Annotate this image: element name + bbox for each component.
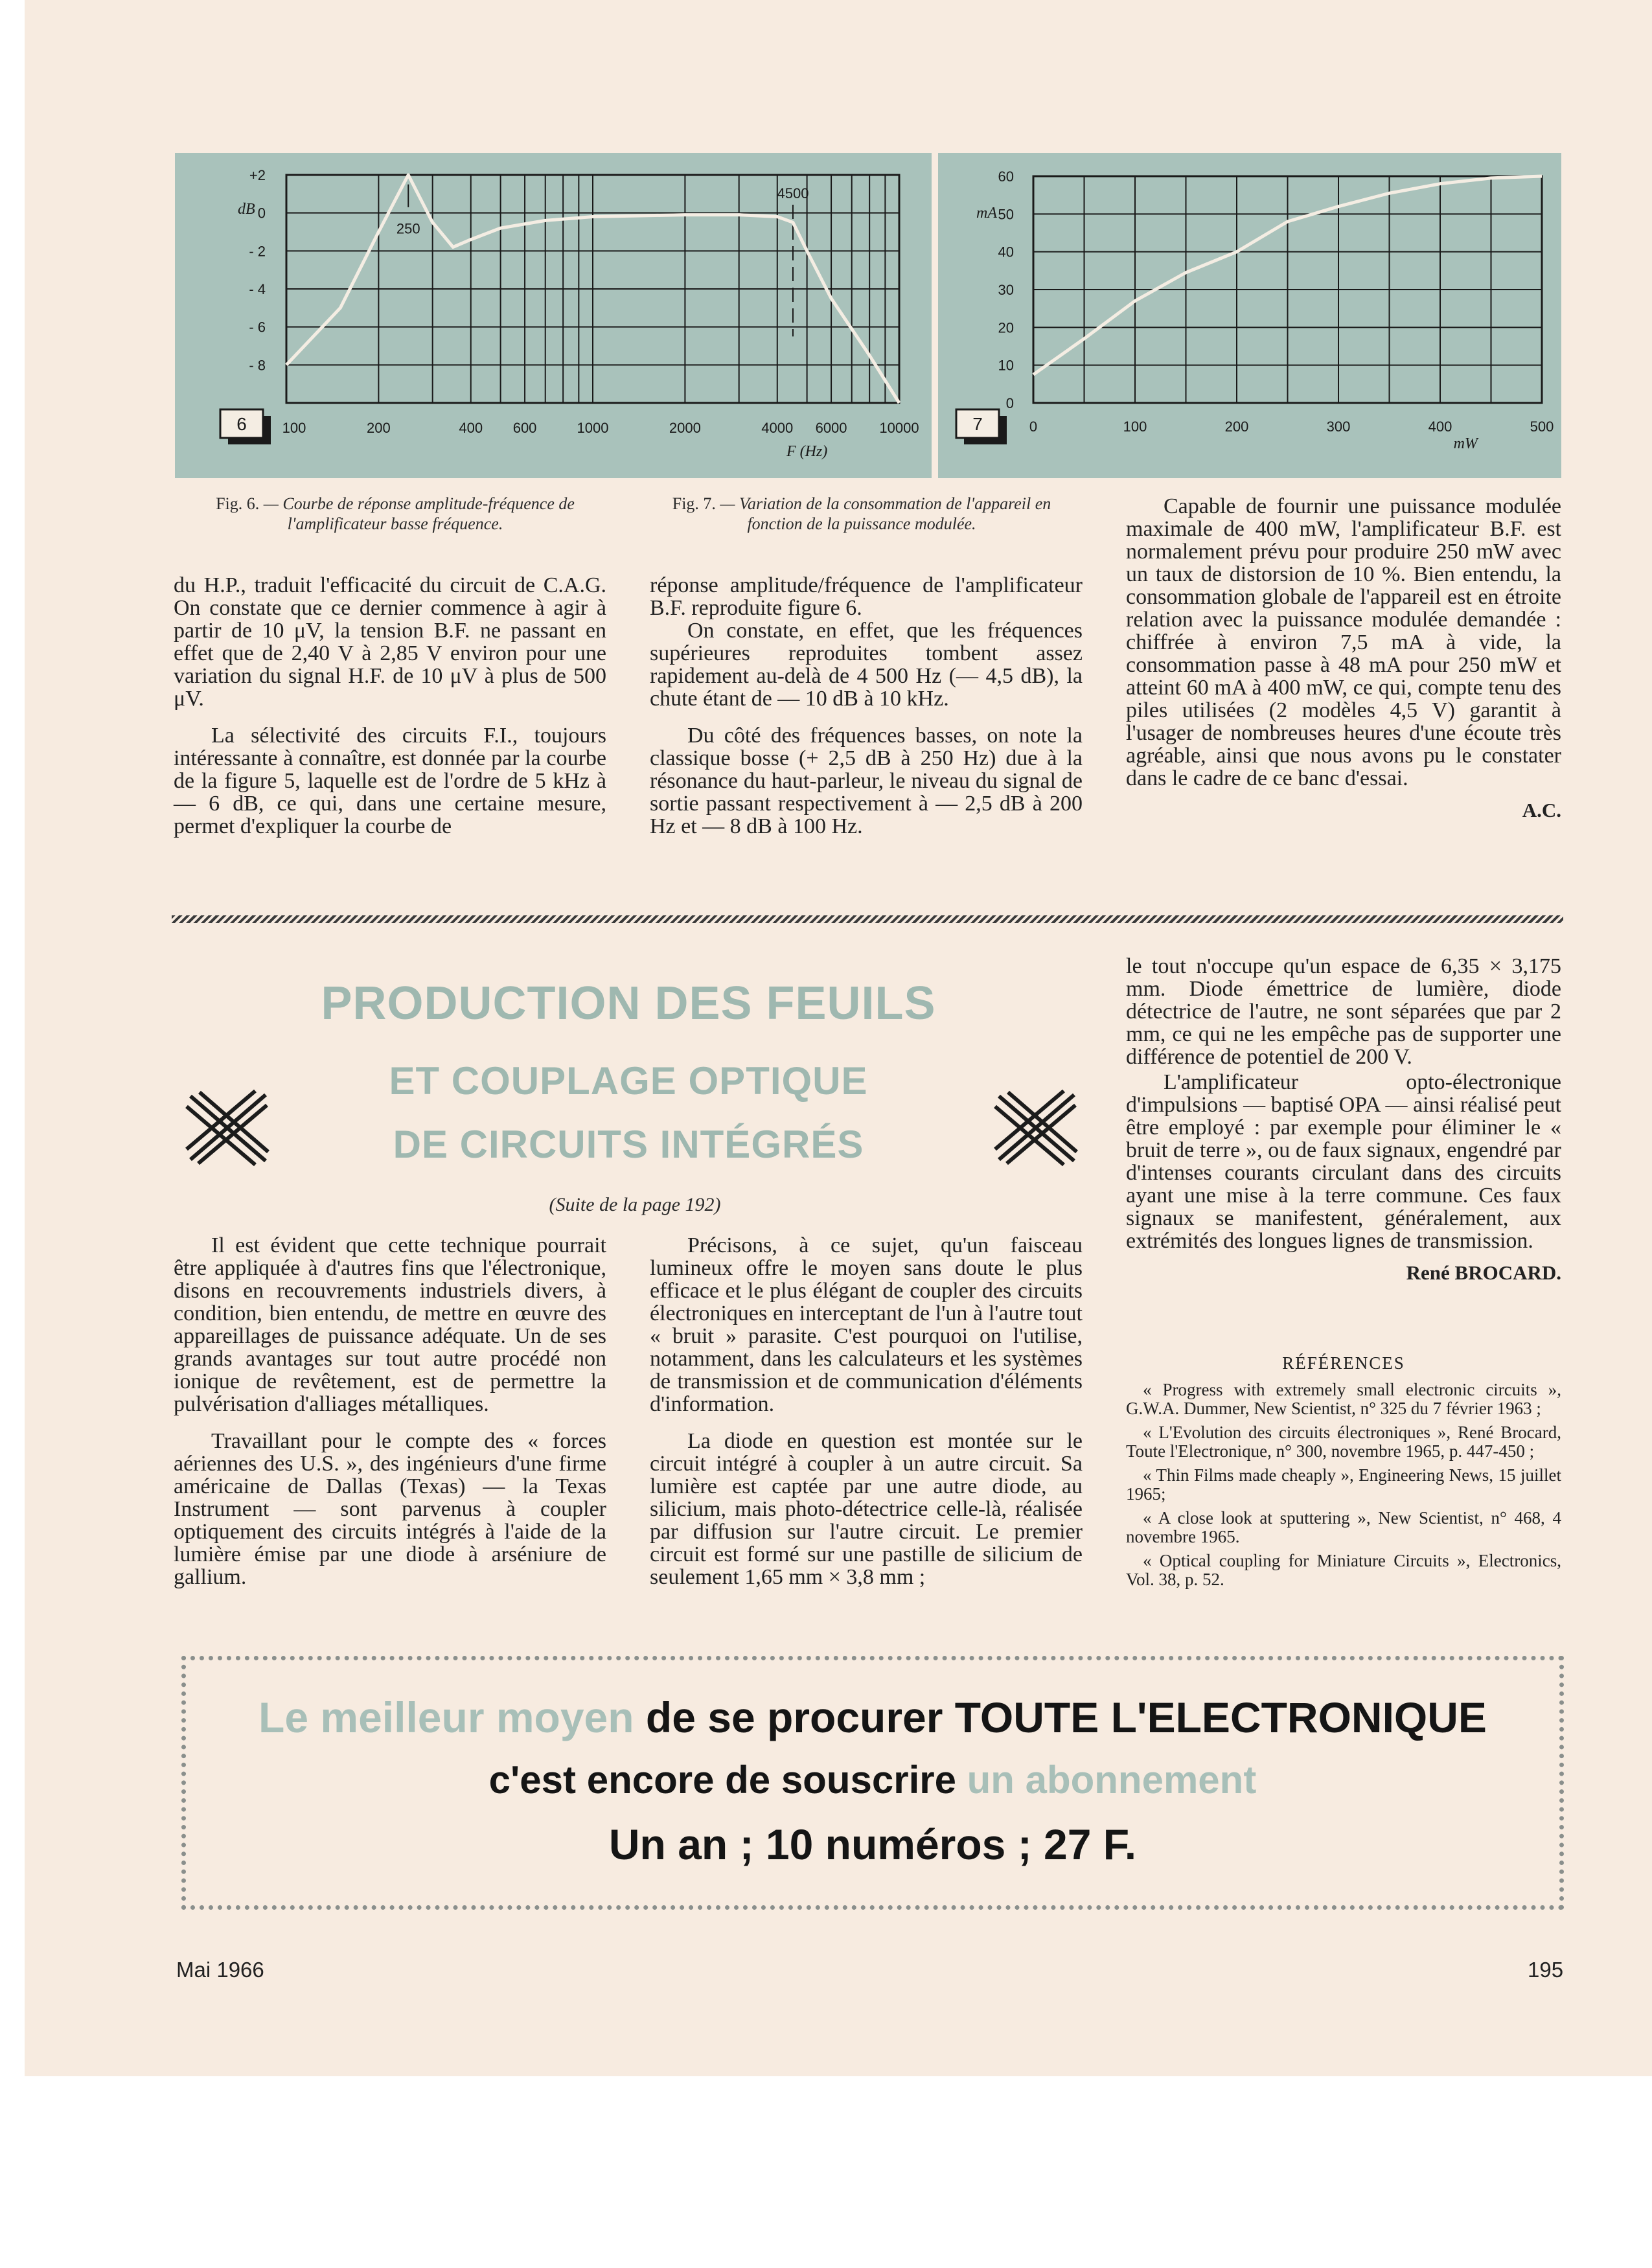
y-tick-label: 60 <box>998 168 1014 185</box>
figure-6-caption <box>188 494 602 534</box>
paragraph: du H.P., traduit l'efficacité du circuit de C.A.G. On constate que ce dernier commence à agir à partir de 10 μV, la tension B.F. ne passant en effet que de 2,40 V à 2,85 V environ pour une variation du signal H.F. de 10 μV à plus de 500 μV. <box>174 573 606 711</box>
ad-line-2-highlight: un abonnement <box>967 1758 1257 1802</box>
figure-7-chart <box>938 153 1561 478</box>
decorative-star-right <box>991 1090 1082 1167</box>
y-tick-label: - 2 <box>249 243 266 260</box>
y-axis-unit: dB <box>238 201 255 218</box>
paragraph: La sélectivité des circuits F.I., toujours intéressante à connaître, est donnée par la courbe de la figure 5, laquelle est de l'ordre de 5 kHz à — 6 dB, ce qui, dans une certaine mesure, permet d'expliquer la courbe de <box>174 724 606 838</box>
figure-6-caption-number: Fig. 6. <box>216 494 260 513</box>
x-tick-label: 4000 <box>761 420 794 436</box>
continuation-note: (Suite de la page 192) <box>549 1194 721 1215</box>
section-divider <box>172 915 1563 923</box>
marker-250-label: 250 <box>396 220 420 237</box>
y-tick-label: 0 <box>1005 395 1014 411</box>
reference-item: « Progress with extremely small electronic circuits », G.W.A. Dummer, New Scientist, n° 325 du 7 février 1963 ; <box>1126 1380 1561 1418</box>
figure-6-chart <box>175 153 932 478</box>
figure-7-panel <box>938 153 1561 478</box>
references <box>1126 1354 1561 1594</box>
ad-line-1-highlight: Le meilleur moyen <box>258 1693 634 1741</box>
author-signature: René BROCARD. <box>1406 1261 1561 1284</box>
figure-6-caption-text: — Courbe de réponse amplitude-fréquence de l'amplificateur basse fréquence. <box>263 494 575 533</box>
x-axis-unit: mW <box>1453 435 1478 452</box>
x-tick-label: 300 <box>1326 418 1351 435</box>
x-tick-label: 100 <box>282 420 306 436</box>
reference-item: « Optical coupling for Miniature Circuits », Electronics, Vol. 38, p. 52. <box>1126 1551 1561 1589</box>
paragraph: Capable de fournir une puissance modulée maximale de 400 mW, l'amplificateur B.F. est normalement prévu pour produire 250 mW avec un taux de distorsion de 10 %. Bien entendu, la consommation globale de l'appareil est en étroite relation avec la puissance modulée demandée : chiffrée à environ 7,5 mA à vide, la consommation passe à 48 mA pour 250 mW et atteint 60 mA à 400 mW, ce qui, compte tenu des piles utilisées (2 modèles 4,5 V) garantit à l'usager de nombreuses heures d'une écoute très agréable, ainsi que nous avons pu le constater dans le cadre de ce banc d'essai. <box>1126 494 1561 790</box>
ad-line-2-text: c'est encore de souscrire <box>488 1758 956 1802</box>
top-column-1 <box>174 574 606 838</box>
reference-item: « L'Evolution des circuits électroniques », René Brocard, Toute l'Electronique, n° 300, novembre 1965, p. 447-450 ; <box>1126 1423 1561 1461</box>
ad-line-1 <box>186 1693 1559 1742</box>
x-tick-label: 6000 <box>815 420 847 436</box>
paragraph: Travaillant pour le compte des « forces aériennes des U.S. », des ingénieurs d'une firme américaine de Dallas (Texas) — la Texas Instrument — sont parvenus à coupler optiquement des circuits intégrés à l'aide de la lumière émise par une diode à arséniure de gallium. <box>174 1429 606 1589</box>
y-tick-label: +2 <box>249 167 266 183</box>
x-tick-label: 400 <box>459 420 483 436</box>
x-tick-label: 2000 <box>669 420 701 436</box>
x-tick-label: 200 <box>1224 418 1249 435</box>
y-tick-label: - 6 <box>249 319 266 336</box>
paragraph: réponse amplitude/fréquence de l'amplificateur B.F. reproduite figure 6. <box>650 573 1083 620</box>
figure-badge-label: 7 <box>972 414 983 434</box>
reference-item: « A close look at sputtering », New Scientist, n° 468, 4 novembre 1965. <box>1126 1508 1561 1546</box>
figure-badge-label: 6 <box>236 414 247 434</box>
signature: A.C. <box>1522 799 1561 821</box>
figure-6-panel <box>175 153 932 478</box>
article-column-3 <box>1126 955 1561 1284</box>
y-axis-unit: mA <box>976 205 997 222</box>
footer-date: Mai 1966 <box>176 1958 264 1982</box>
y-tick-label: 40 <box>998 244 1014 260</box>
paragraph: Du côté des fréquences basses, on note la classique bosse (+ 2,5 dB à 250 Hz) due à la résonance du haut-parleur, le niveau du signal de sortie passant respectivement à — 2,5 dB à 200 Hz et — 8 dB à 100 Hz. <box>650 724 1083 838</box>
paragraph: Précisons, à ce sujet, qu'un faisceau lumineux offre le moyen sans doute le plus efficace et le plus élégant de coupler des circuits électroniques en interceptant de l'un à l'autre tout « bruit » parasite. C'est pourquoi on l'utilise, notamment, dans les calculateurs et les systèmes de transmission et de communication d'éléments d'information. <box>650 1233 1083 1416</box>
paragraph: On constate, en effet, que les fréquences supérieures reproduites tombent assez rapidement au-delà de 4 500 Hz (— 4,5 dB), la chute étant de — 10 dB à 10 kHz. <box>650 619 1083 711</box>
x-tick-label: 100 <box>1123 418 1147 435</box>
x-tick-label: 500 <box>1530 418 1554 435</box>
decorative-star-left <box>183 1090 273 1167</box>
paragraph: Il est évident que cette technique pourrait être appliquée à d'autres fins que l'électronique, disons en recouvrements industriels divers, à condition, bien entendu, de mettre en œuvre des appareillages de puissance adéquate. Un de ses grands avantages sur tout autre procédé non ionique de revêtement, est de permettre la pulvérisation d'alliages métalliques. <box>174 1233 606 1416</box>
figure-7-caption <box>667 494 1056 534</box>
x-tick-label: 0 <box>1029 418 1038 435</box>
paragraph: L'amplificateur opto-électronique d'impulsions — baptisé OPA — ainsi réalisé peut être employé : par exemple pour éliminer le « bruit de terre », ou de faux signaux, engendré par d'intenses courants circulant dans des circuits ayant une mise à la terre commune. Ces faux signaux se manifestent, généralement, aux extrémités des longues lignes de transmission. <box>1126 1070 1561 1253</box>
article-title-line-3: DE CIRCUITS INTÉGRÉS <box>393 1123 864 1166</box>
paragraph: le tout n'occupe qu'un espace de 6,35 × 3,175 mm. Diode émettrice de lumière, diode détectrice de l'autre, ne sont séparées que par 2 mm, ce qui ne les empêche pas de supporter une différence de potentiel de 200 V. <box>1126 954 1561 1069</box>
y-tick-label: - 4 <box>249 281 266 297</box>
references-heading: RÉFÉRENCES <box>1282 1353 1405 1373</box>
y-tick-label: 10 <box>998 357 1014 374</box>
article-column-2 <box>650 1234 1083 1588</box>
page-number: 195 <box>1528 1958 1564 1982</box>
ad-line-2 <box>186 1758 1559 1802</box>
y-tick-label: 0 <box>257 205 266 222</box>
ad-line-1-text: de se procurer TOUTE L'ELECTRONIQUE <box>645 1693 1487 1741</box>
reference-item: « Thin Films made cheaply », Engineering News, 15 juillet 1965; <box>1126 1465 1561 1504</box>
figure-7-caption-number: Fig. 7. <box>672 494 716 513</box>
top-column-2 <box>650 574 1083 838</box>
x-tick-label: 1000 <box>577 420 609 436</box>
y-tick-label: - 8 <box>249 357 266 374</box>
x-tick-label: 10000 <box>879 420 919 436</box>
marker-4500-label: 4500 <box>777 185 809 201</box>
x-tick-label: 600 <box>512 420 537 436</box>
article-column-1 <box>174 1234 606 1588</box>
subscription-ad <box>181 1656 1564 1910</box>
y-tick-label: 50 <box>998 206 1014 223</box>
x-tick-label: 200 <box>367 420 391 436</box>
ad-line-3: Un an ; 10 numéros ; 27 F. <box>608 1820 1137 1868</box>
y-tick-label: 20 <box>998 319 1014 336</box>
paragraph: La diode en question est montée sur le circuit intégré à coupler à un autre circuit. Sa lumière est captée par une autre diode, au silicium, mais photo-détectrice celle-là, réalisée par diffusion sur l'autre circuit. Le premier circuit est formé sur une pastille de silicium de seulement 1,65 mm × 3,8 mm ; <box>650 1429 1083 1589</box>
article-title-line-1: PRODUCTION DES FEUILS <box>321 978 936 1029</box>
article-title-line-2: ET COUPLAGE OPTIQUE <box>389 1059 868 1103</box>
x-axis-unit: F (Hz) <box>786 443 828 460</box>
figure-7-caption-text: — Variation de la consommation de l'appareil en fonction de la puissance modulée. <box>720 494 1051 533</box>
y-tick-label: 30 <box>998 282 1014 298</box>
top-column-3 <box>1126 495 1561 821</box>
x-tick-label: 400 <box>1428 418 1452 435</box>
